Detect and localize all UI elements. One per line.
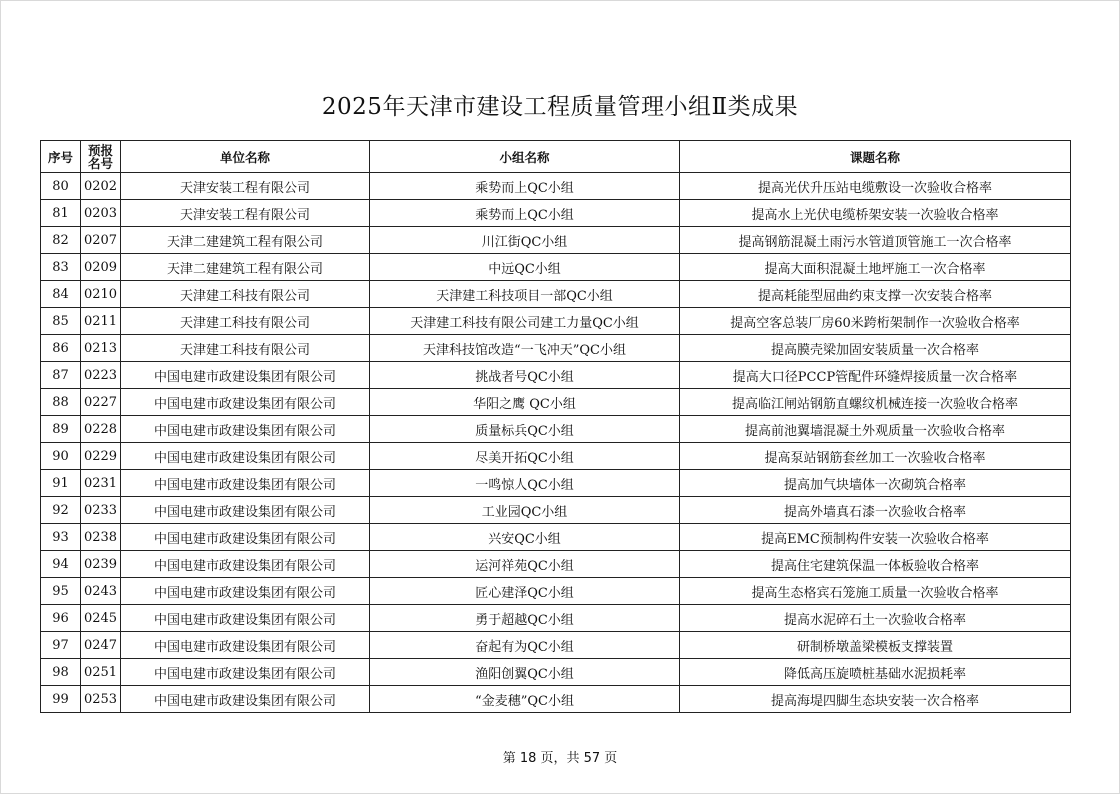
cell-topic-name: 提高水上光伏电缆桥架安装一次验收合格率 <box>680 200 1071 227</box>
cell-topic-name: 降低高压旋喷桩基础水泥损耗率 <box>680 659 1071 686</box>
table-row <box>41 605 1071 632</box>
document-title: 2025年天津市建设工程质量管理小组Ⅱ类成果 <box>321 94 799 120</box>
header-index: 序号 <box>41 141 81 173</box>
cell-unit-name: 天津建工科技有限公司 <box>121 335 370 362</box>
table-row <box>41 686 1071 713</box>
header-reg-line1: 预报 <box>87 142 113 158</box>
cell-registration-number: 0239 <box>81 551 121 578</box>
cell-index: 83 <box>41 254 81 281</box>
cell-group-name: 华阳之鹰 QC小组 <box>370 389 680 416</box>
cell-unit-name: 中国电建市政建设集团有限公司 <box>121 524 370 551</box>
cell-topic-name: 提高大面积混凝土地坪施工一次合格率 <box>680 254 1071 281</box>
cell-unit-name: 中国电建市政建设集团有限公司 <box>121 578 370 605</box>
cell-index: 91 <box>41 470 81 497</box>
cell-group-name: 天津建工科技项目一部QC小组 <box>370 281 680 308</box>
cell-index: 82 <box>41 227 81 254</box>
cell-registration-number: 0243 <box>81 578 121 605</box>
cell-index: 93 <box>41 524 81 551</box>
table-row <box>41 470 1071 497</box>
cell-unit-name: 天津建工科技有限公司 <box>121 281 370 308</box>
cell-registration-number: 0227 <box>81 389 121 416</box>
cell-group-name: 天津建工科技有限公司建工力量QC小组 <box>370 308 680 335</box>
table-row <box>41 551 1071 578</box>
table-row <box>41 335 1071 362</box>
cell-group-name: 乘势而上QC小组 <box>370 200 680 227</box>
cell-topic-name: 提高钢筋混凝土雨污水管道顶管施工一次合格率 <box>680 227 1071 254</box>
table-row <box>41 308 1071 335</box>
cell-index: 90 <box>41 443 81 470</box>
table-row <box>41 578 1071 605</box>
cell-topic-name: 提高临江闸站钢筋直螺纹机械连接一次验收合格率 <box>680 389 1071 416</box>
cell-unit-name: 中国电建市政建设集团有限公司 <box>121 470 370 497</box>
header-registration-number <box>81 141 121 173</box>
cell-index: 88 <box>41 389 81 416</box>
table-row <box>41 173 1071 200</box>
table-row <box>41 443 1071 470</box>
table-row <box>41 254 1071 281</box>
cell-topic-name: 提高泵站钢筋套丝加工一次验收合格率 <box>680 443 1071 470</box>
cell-registration-number: 0223 <box>81 362 121 389</box>
table-row <box>41 524 1071 551</box>
cell-group-name: 运河祥苑QC小组 <box>370 551 680 578</box>
cell-group-name: 乘势而上QC小组 <box>370 173 680 200</box>
cell-registration-number: 0213 <box>81 335 121 362</box>
cell-group-name: 匠心建泽QC小组 <box>370 578 680 605</box>
cell-group-name: “金麦穗”QC小组 <box>370 686 680 713</box>
cell-unit-name: 中国电建市政建设集团有限公司 <box>121 362 370 389</box>
cell-registration-number: 0228 <box>81 416 121 443</box>
cell-group-name: 兴安QC小组 <box>370 524 680 551</box>
table-header-row <box>41 141 1071 173</box>
cell-topic-name: 研制桥墩盖梁模板支撑装置 <box>680 632 1071 659</box>
cell-topic-name: 提高生态格宾石笼施工质量一次验收合格率 <box>680 578 1071 605</box>
cell-index: 94 <box>41 551 81 578</box>
cell-topic-name: 提高水泥碎石土一次验收合格率 <box>680 605 1071 632</box>
cell-registration-number: 0229 <box>81 443 121 470</box>
cell-unit-name: 天津建工科技有限公司 <box>121 308 370 335</box>
cell-group-name: 渔阳创翼QC小组 <box>370 659 680 686</box>
cell-index: 80 <box>41 173 81 200</box>
cell-registration-number: 0238 <box>81 524 121 551</box>
cell-topic-name: 提高加气块墙体一次砌筑合格率 <box>680 470 1071 497</box>
table-row <box>41 497 1071 524</box>
cell-topic-name: 提高空客总装厂房60米跨桁架制作一次验收合格率 <box>680 308 1071 335</box>
cell-registration-number: 0245 <box>81 605 121 632</box>
cell-index: 87 <box>41 362 81 389</box>
page-footer: 第 18 页，共 57 页 <box>502 751 618 766</box>
cell-group-name: 质量标兵QC小组 <box>370 416 680 443</box>
cell-topic-name: 提高外墙真石漆一次验收合格率 <box>680 497 1071 524</box>
cell-index: 99 <box>41 686 81 713</box>
cell-index: 86 <box>41 335 81 362</box>
cell-group-name: 中远QC小组 <box>370 254 680 281</box>
cell-index: 95 <box>41 578 81 605</box>
cell-index: 84 <box>41 281 81 308</box>
table-row <box>41 281 1071 308</box>
cell-registration-number: 0231 <box>81 470 121 497</box>
header-group-name: 小组名称 <box>370 141 680 173</box>
cell-registration-number: 0253 <box>81 686 121 713</box>
cell-index: 97 <box>41 632 81 659</box>
table-row <box>41 362 1071 389</box>
cell-unit-name: 中国电建市政建设集团有限公司 <box>121 416 370 443</box>
table-row <box>41 200 1071 227</box>
cell-registration-number: 0251 <box>81 659 121 686</box>
table-row <box>41 632 1071 659</box>
cell-group-name: 尽美开拓QC小组 <box>370 443 680 470</box>
cell-registration-number: 0203 <box>81 200 121 227</box>
cell-group-name: 奋起有为QC小组 <box>370 632 680 659</box>
cell-unit-name: 中国电建市政建设集团有限公司 <box>121 443 370 470</box>
header-topic-name: 课题名称 <box>680 141 1071 173</box>
cell-unit-name: 天津安装工程有限公司 <box>121 173 370 200</box>
cell-index: 92 <box>41 497 81 524</box>
cell-topic-name: 提高耗能型屈曲约束支撑一次安装合格率 <box>680 281 1071 308</box>
cell-topic-name: 提高前池翼墙混凝土外观质量一次验收合格率 <box>680 416 1071 443</box>
cell-topic-name: 提高EMC预制构件安装一次验收合格率 <box>680 524 1071 551</box>
cell-unit-name: 天津二建建筑工程有限公司 <box>121 227 370 254</box>
cell-unit-name: 中国电建市政建设集团有限公司 <box>121 686 370 713</box>
cell-topic-name: 提高膜壳梁加固安装质量一次合格率 <box>680 335 1071 362</box>
cell-topic-name: 提高光伏升压站电缆敷设一次验收合格率 <box>680 173 1071 200</box>
cell-group-name: 工业园QC小组 <box>370 497 680 524</box>
table-row <box>41 227 1071 254</box>
table-body <box>41 173 1071 713</box>
cell-topic-name: 提高海堤四脚生态块安装一次合格率 <box>680 686 1071 713</box>
results-table <box>40 140 1071 713</box>
cell-unit-name: 中国电建市政建设集团有限公司 <box>121 605 370 632</box>
cell-registration-number: 0202 <box>81 173 121 200</box>
cell-registration-number: 0210 <box>81 281 121 308</box>
cell-index: 98 <box>41 659 81 686</box>
cell-registration-number: 0207 <box>81 227 121 254</box>
cell-unit-name: 天津安装工程有限公司 <box>121 200 370 227</box>
cell-group-name: 勇于超越QC小组 <box>370 605 680 632</box>
cell-group-name: 天津科技馆改造“一飞冲天”QC小组 <box>370 335 680 362</box>
header-reg-line2: 名号 <box>87 155 113 171</box>
cell-registration-number: 0233 <box>81 497 121 524</box>
cell-index: 81 <box>41 200 81 227</box>
cell-topic-name: 提高大口径PCCP管配件环缝焊接质量一次合格率 <box>680 362 1071 389</box>
cell-group-name: 川江街QC小组 <box>370 227 680 254</box>
table-row <box>41 659 1071 686</box>
cell-group-name: 一鸣惊人QC小组 <box>370 470 680 497</box>
cell-registration-number: 0247 <box>81 632 121 659</box>
cell-unit-name: 中国电建市政建设集团有限公司 <box>121 632 370 659</box>
cell-group-name: 挑战者号QC小组 <box>370 362 680 389</box>
cell-registration-number: 0211 <box>81 308 121 335</box>
table-row <box>41 416 1071 443</box>
cell-index: 96 <box>41 605 81 632</box>
header-unit-name: 单位名称 <box>121 141 370 173</box>
cell-registration-number: 0209 <box>81 254 121 281</box>
table-row <box>41 389 1071 416</box>
cell-index: 89 <box>41 416 81 443</box>
cell-topic-name: 提高住宅建筑保温一体板验收合格率 <box>680 551 1071 578</box>
cell-index: 85 <box>41 308 81 335</box>
cell-unit-name: 中国电建市政建设集团有限公司 <box>121 551 370 578</box>
cell-unit-name: 中国电建市政建设集团有限公司 <box>121 659 370 686</box>
cell-unit-name: 中国电建市政建设集团有限公司 <box>121 497 370 524</box>
cell-unit-name: 天津二建建筑工程有限公司 <box>121 254 370 281</box>
cell-unit-name: 中国电建市政建设集团有限公司 <box>121 389 370 416</box>
